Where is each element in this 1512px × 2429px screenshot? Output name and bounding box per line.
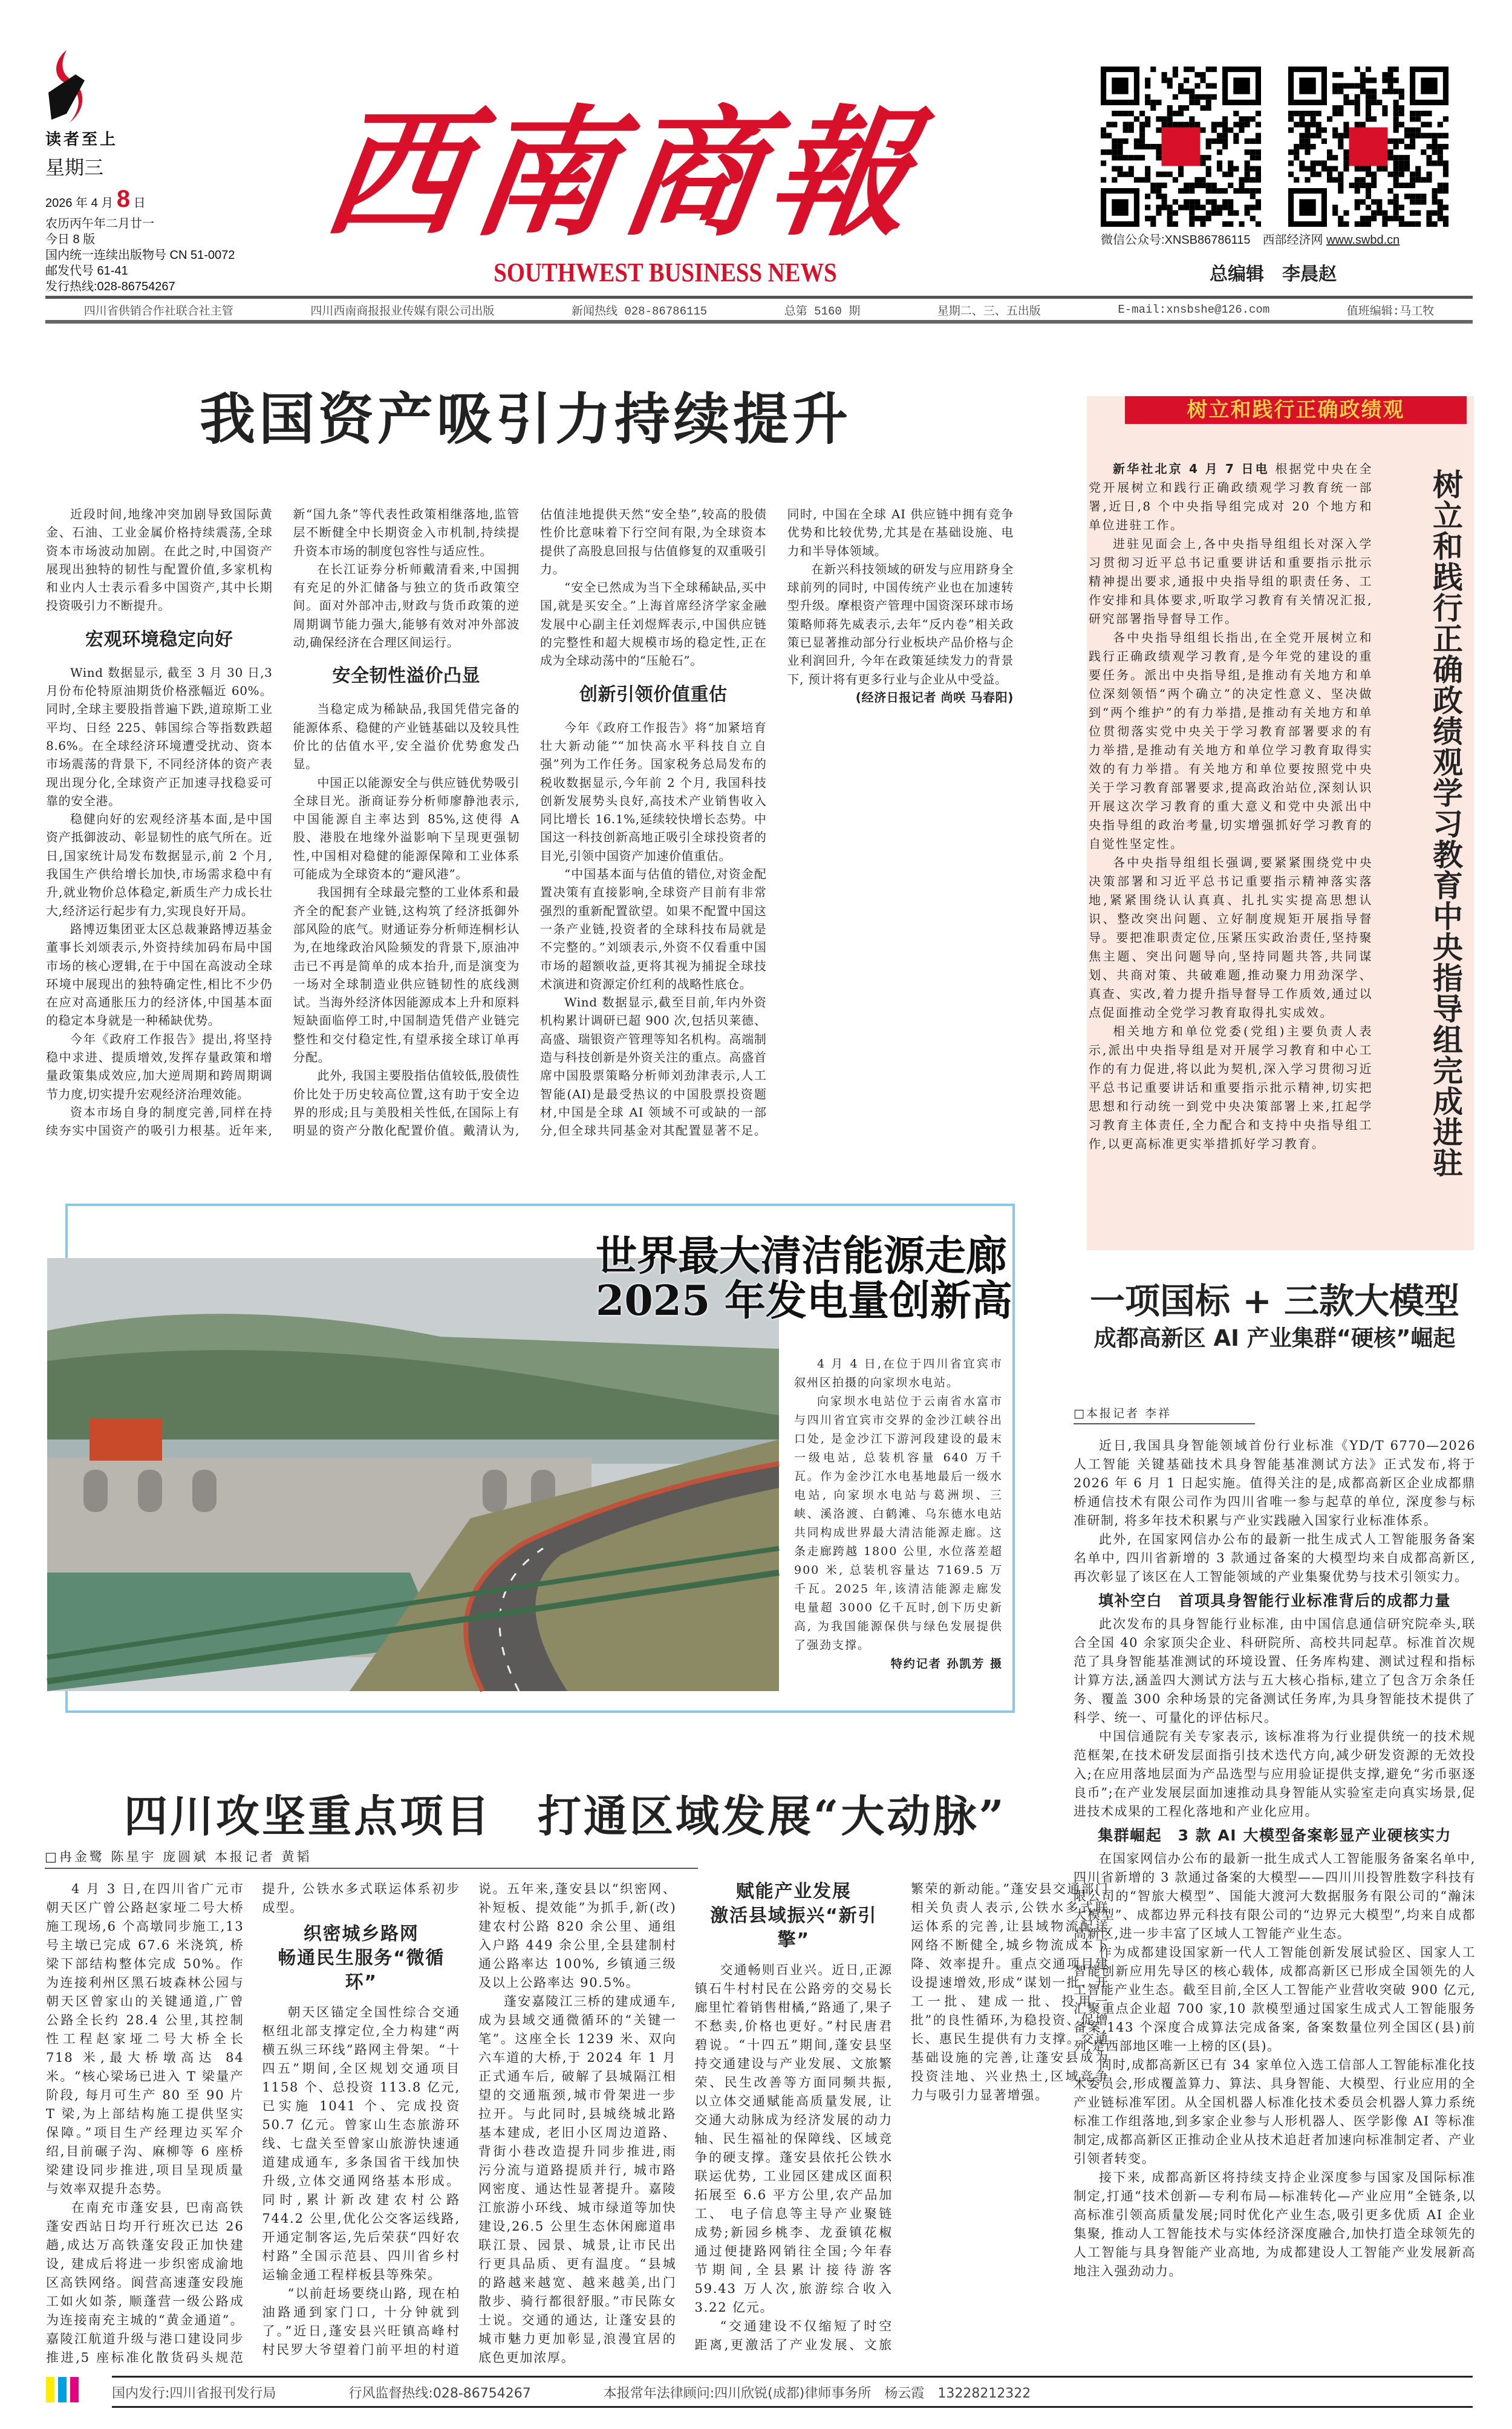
paragraph: 同时,成都高新区已有 34 家单位入选工信部人工智能标准化技术委员会,形成覆盖算力、算法、具身智能、大模型、行业应用的全产业链标准军团。从全国机器人标准化技术委员会机器人算力系统标准工作组落地,到多家企业参与人形机器人、医学影像 AI 等标准制定,成都高新区正推动企业从技术追赶者加速向标准制定者、产业引领者转变。 [1074,2058,1476,2166]
paragraph: 我国拥有全球最完整的工业体系和最齐全的配套产业链,这构筑了经济抵御外部风险的底气。财通证券分析师连桐杉认为,在地缘政治风险频发的背景下,原油冲击已不再是简单的成本抬升,而是演变为一场对全球制造业供应链韧性的底线测试。当海外经济体因能源成本上升和原料短缺面临停工时,中国制造凭借产业链完整性和交付稳定性,有望承接全球订单再分配。 [293,885,520,1065]
paragraph: 在新兴科技领域的研发与应用跻身全球前列的同时, 中国传统产业也在加速转型升级。摩根资产管理中国资深环球市场策略师蒋先威表示,去年“反内卷”相关政策已显著推动部分行业板块产品价格与企业利润回升, 今年在政策延续发力的背景下, 预计将有更多行业与企业从中受益。 [787,561,1014,686]
paragraph: Wind 数据显示, 截至 3 月 30 日,3 月份布伦特原油期货价格涨幅近 60%。同时,全球主要股指普遍下跌,道琼斯工业平均、日经 225、韩国综合等指数跌超 8.6%。在全球经济环境遭受扰动、资本市场震荡的背景下, 不同经济体的资产表现出现分化,全球资产正加速寻找稳妥可靠的安全港。 [46,665,273,808]
lead-article-body [46,505,1014,1146]
info-bar [45,300,1473,319]
wechat-id: 微信公众号:XNSB86786115 [1101,233,1251,247]
paragraph: 此外, 我国主要股指估值较低,股债性价比处于历史较高位置,这有助于安全边界的形成;且与美股相关性低,在国际上有明显的资产分散化配置价值。戴清认为,估值洼地提供天然“安全垫”,较高的股债性价比意味着下行空间有限,为全球资本提供了高股息回报与估值修复的双重吸引力。 [293,507,767,1138]
photo-credit: 特约记者 孙凯芳 摄 [890,1657,1003,1671]
paragraph [1089,460,1373,535]
article-source: (经济日报记者 尚咲 马春阳) [855,690,1014,705]
page-count: 今日 8 版 [45,233,96,246]
sidebar-headline: 树立和践行正确政绩观学习教育中央指导组完成进驻 [1428,469,1464,1178]
sidebar-article-body [1089,460,1373,1234]
subheading: 创新引领价值重估 [579,683,728,705]
paragraph: “中国基本面与估值的错位,对资金配置决策有直接影响,全球资产目前有非常强烈的重新配置欲望。如果不配置中国这一条产业链,投资者的全球科技布局就是不完整的。”刘颂表示,外资不仅看重中国市场的超额收益,更将其视为捕捉全球技术演进和资源定价红利的战略性底仓。 [540,867,767,991]
paragraph: 朝天区锚定全国性综合交通枢纽北部支撑定位,全力构建“两横五纵三环线”路网主骨架。“十四五”期间,全区规划交通项目 1158 个、总投资 113.8 亿元,已实施 1041 个、完成投资 50.7 亿元。曾家山生态旅游环线、七盘关至曾家山旅游快速通道建成通车, 多条国省干线加快升级,立体交通网络基本形成。同时,累计新改建农村公路 744.2 公里,优化公交客运线路,开通定制客运,先后荣获“四好农村路”全国示范县、四川省乡村运输金通工程样板县等殊荣。 [262,2005,460,2282]
sichuan-article-body [46,1880,1109,2370]
paragraph: 蓬安嘉陵江三桥的建成通车,成为县域交通微循环的“关键一笔”。这座全长 1239 米、双向六车道的大桥,于 2024 年 1 月正式通车后, 破解了县城隔江相望的交通瓶颈,城市骨架进一步拉开。与此同时,县城绕城北路基本建成, 老旧小区周边道路、背街小巷改造提升同步推进,雨污分流与道路提质并行, 城市路网密度、通达性显著提升。嘉陵江旅游小环线、城市绿道等加快建设,26.5 公里生态休闲廊道串联江景、园景、城景,让市民出行更具品质、更有温度。“县城的路越来越宽、越来越美,出门散步、骑行都很舒服。”市民陈女士说。交通的通达, 让蓬安县的城市魅力更加彰显,浪漫宜居的底色更加浓厚。 [478,1994,677,2365]
color-bar-cyan [58,2377,67,2402]
paragraph: 进驻见面会上,各中央指导组组长对深入学习贯彻习近平总书记重要讲话和重要指示批示精神提出要求,通报中央指导组的职责任务、工作安排和具体要求,听取学习教育有关情况汇报,研究部署指导督导工作。 [1089,536,1373,626]
sidebar-banner: 树立和践行正确政绩观 [1125,396,1467,424]
photo-caption [794,1355,1003,1674]
color-bar-magenta [70,2377,79,2402]
divider [112,2406,1473,2408]
qr-caption [1101,230,1400,247]
subheading: 宏观环境稳定向好 [85,628,233,650]
subheading: 织密城乡路网 畅通民生服务“微循环” [278,1923,445,1993]
paragraph: Wind 数据显示,截至目前,年内外资机构累计调研已超 900 次,包括贝莱德、高盛、瑞银资产管理等知名机构。高端制造与科技创新是外资关注的重点。高盛首席中国股票策略分析师刘劲津表示,人工智能(AI)是最受热议的中国股票投资题材,中国是全球 AI 领域不可或缺的一部分,但全球共同基金对其配置显著不足。同时, 中国在全球 AI 供应链中拥有竞争优势和比较优势,尤其是在基础设施、电力和半导体领域。 [540,507,1014,1138]
lead-text: 根据党中央在全党开展树立和践行正确政绩观学习教育统一部署,近日,8 个中央指导组完成对 20 个地方和单位进驻工作。 [1089,461,1374,532]
paragraph: 交通畅则百业兴。近日,正源镇石牛村村民在公路旁的交易长廊里忙着销售柑橘,“路通了,果子不愁卖,价格也更好。”村民唐君碧说。“十四五”期间,蓬安县坚持交通建设与产业发展、文旅繁荣、民生改善等方面同频共振,以立体交通赋能高质量发展, 让交通大动脉成为经济发展的动力轴、民生福祉的保障线、区域竞争的硬支撑。蓬安县依托公铁水联运优势, 工业园区建成区面积拓展至 6.6 平方公里,农产品加工、 电子信息等主导产业聚链成势;新园乡桃李、龙蚕镇花椒通过便捷路网销往全国;今年春节期间,全县累计接待游客 59.43 万人次,旅游综合收入 3.22 亿元。 [694,1963,893,2315]
paragraph: 今年《政府工作报告》提出,将坚持稳中求进、提质增效,发挥存量政策和增量政策集成效应,加大逆周期和跨周期调节力度,切实提升宏观经济治理效能。 [46,1031,273,1101]
ai-article-body [1074,1436,1476,2362]
paragraph: 资本市场自身的制度完善,同样在持续夯实中国资产的吸引力根基。近年来,新“国九条”等代表性政策相继落地,监管层不断健全中长期资金入市机制,持续提升资本市场的制度包容性与适应性。 [46,507,520,1138]
paragraph: “以前赶场要绕山路, 现在柏油路通到家门口, 十分钟就到了。”近日,蓬安县兴旺镇高峰村村民罗大爷望着门前平坦的村道说。五年来,蓬安县以“织密网、补短板、提效能”为抓手,新(改)建农村公路 820 余公里、通组入户路 449 余公里,全县建制村通公路率达 100%, 乡镇通三级及以上公路率达 90.5%。 [262,1882,677,2357]
paragraph: 各中央指导组组长指出,在全党开展树立和践行正确政绩观学习教育,是今年党的建设的重要任务。派出中央指导组,是推动有关地方和单位深刻领悟“两个确立”的决定性意义、坚决做到“两个维护”的有力举措,是推动有关地方和单位贯彻落实党中央关于学习教育部署要求的有力举措,是推动有关地方和单位学习教育取得实效的有力举措。有关地方和单位要按照党中央关于学习教育部署要求,提高政治站位,深刻认识开展这次学习教育的重大意义和党中央派出中央指导组的政治考量,切实增强抓好学习教育的自觉性坚定性。 [1089,630,1373,851]
subheading: 安全韧性溢价凸显 [332,665,481,687]
footer-distribution: 国内发行:四川省报刊发行局 [112,2385,276,2401]
newspaper-logo [42,47,97,126]
lead-headline: 我国资产吸引力持续提升 [200,387,852,452]
footer-legal-counsel: 本报常年法律顾问:四川欣锐(成都)律师事务所 杨云霞 13228212322 [603,2385,1031,2401]
site-link[interactable]: www.swbd.cn [1326,233,1400,247]
info-publisher: 四川西南商报报业传媒有限公司出版 [310,304,495,318]
paragraph: 在国家网信办公布的最新一批生成式人工智能服务备案名单中, 四川省新增的 3 款通过备案的大模型——四川川投智胜数字科技有限公司的“智旅大模型”、国能大渡河大数据服务有限公司的“瀚沫大模型”、成都边界元科技有限公司的“边界元大模型”,均来自成都高新区,进一步丰富了区域人工智能产业生态。 [1074,1851,1476,1941]
ai-headline: 一项国标 + 三款大模型 [1090,1280,1459,1322]
paragraph: 各中央指导组组长强调,要紧紧围绕党中央决策部署和习近平总书记重要指示精神落实落地,紧紧围绕认认真真、扎扎实实提高思想认识、整改突出问题、立好制度规矩开展指导督导。要把准职责定位,压紧压实政治责任,坚持聚焦主题、突出问题导向,坚持同题共答,共同谋划、共商对策、共破难题,推动聚力用劲深学、真查、实改,着力提升指导督导工作质效,通过以点促面推动全党学习教育取得扎实成效。 [1089,855,1373,1020]
subheading: 赋能产业发展 激活县域振兴“新引擎” [710,1881,878,1951]
divider [45,320,1473,324]
sichuan-byline: □冉金鹭 陈星宇 庞圆斌 本报记者 黄韬 [45,1848,698,1869]
paragraph: “安全已然成为当下全球稀缺品,买中国,就是买安全。”上海首席经济学家金融发展中心副主任刘煜辉表示,中国供应链的完整性和超大规模市场的稳定性,正在成为全球动荡中的“压舱石”。 [540,580,767,668]
paragraph: 今年《政府工作报告》将“加紧培育壮大新动能”“加快高水平科技自立自强”列为工作任务。国家税务总局发布的税收数据显示,今年前 2 个月, 我国科技创新发展势头良好,高技术产业销售收入同比增长 16.1%,延续较快增长态势。中国这一科技创新高地正吸引全球投资者的目光,引领中国资产加速价值重估。 [540,720,767,863]
date-day: 8 [116,186,131,212]
info-issue-number: 总第 5160 期 [784,304,861,318]
weekday: 星期三 [45,157,104,178]
ai-byline: □本报记者 李祥 [1074,1404,1255,1424]
distribution-hotline: 发行热线:028-86754267 [45,280,175,293]
subheading: 填补空白 首项具身智能行业标准背后的成都力量 [1098,1592,1451,1609]
website-qr-code[interactable] [1288,67,1448,227]
info-duty-editor: 值班编辑:马工牧 [1346,304,1435,318]
site-label: 西部经济网 [1262,233,1323,247]
paragraph: 此次发布的具身智能行业标准, 由中国信息通信研究院牵头,联合全国 40 余家顶尖企业、科研院所、高校共同起草。标准首次规范了具身智能基准测试的环境设置、任务库构建、测试过程和指标计算方法,涵盖四大测试方法与五大核心指标,建立了包含万余条任务、覆盖 300 余种场景的完备测试任务库,为具身智能技术提供了科学、统一、可量化的评估标尺。 [1074,1617,1476,1725]
paragraph: 向家坝水电站位于云南省水富市与四川省宜宾市交界的金沙江峡谷出口处, 是金沙江下游河段建设的最末一级电站, 总装机容量 640 万千瓦。作为金沙江水电基地最后一级水电站, 向家坝水电站与葛洲坝、三峡、溪洛渡、白鹤滩、乌东德水电站共同构成世界最大清洁能源走廊。这条走廊跨越 1800 公里, 水位落差超 900 米, 总装机容量达 7169.5 万千瓦。2025 年,该清洁能源走廊发电量超 3000 亿千瓦时,创下历史新高, 为我国能源保供与绿色发展提供了强劲支撑。 [794,1395,1003,1652]
paragraph: 近日,我国具身智能领域首份行业标准《YD/T 6770—2026 人工智能 关键基础技术具身智能基准测试方法》正式发布,将于 2026 年 6 月 1 日起实施。值得关注的是,成都高新区企业成都鼎桥通信技术有限公司作为四川省唯一参与起草的单位, 深度参与标准研制, 将多年技术积累与产业实践融入国家行业标准体系。 [1074,1438,1476,1528]
paragraph: 接下来, 成都高新区将持续支持企业深度参与国家及国际标准制定,打通“技术创新—专利布局—标准转化—产业应用”全链条,以高标准引领高质量发展;同时优化产业生态,吸引更多优质 AI 企业集聚, 推动人工智能技术与实体经济深度融合,加快打造全球领先的人工智能与具身智能产业高地, 为成都建设人工智能产业发展新高地注入强劲动力。 [1074,2170,1476,2278]
slogan: 读者至上 [45,130,119,148]
paragraph: 此外, 在国家网信办公布的最新一批生成式人工智能服务备案名单中, 四川省新增的 3 款通过备案的大模型均来自成都高新区, 再次彰显了该区在人工智能领域的产业集聚优势与技术引领实力。 [1074,1532,1476,1584]
ai-subheadline: 成都高新区 AI 产业集群“硬核”崛起 [1093,1325,1456,1351]
photo-story-headline [596,1232,1012,1325]
date-prefix: 2026 年 4 月 [45,197,114,210]
footer-supervision-hotline: 行风监督热线:028-86754267 [348,2385,531,2401]
headline-line-2: 2025 年发电量创新高 [596,1277,1012,1325]
info-sponsor: 四川省供销合作社联合社主管 [83,304,233,318]
masthead: 西南商報 [315,92,931,255]
chief-editor: 总编辑 李晨赵 [1210,264,1337,285]
divider [45,296,1473,299]
paragraph: 中国正以能源安全与供应链优势吸引全球目光。浙商证券分析师廖静池表示, 中国能源自主率达到 85%,这使得 A 股、港股在地缘外溢影响下呈现更强韧性,中国相对稳健的能源保障和工业体系可能成为全球资本的“避风港”。 [293,775,520,882]
paragraph: 中国信通院有关专家表示, 该标准将为行业提供统一的技术规范框架,在技术研发层面指引技术迭代方向,减少研发资源的无效投入;在应用落地层面为产品选型与应用验证提供支撑,避免“劣币驱逐良币”;在产业发展层面加速推动具身智能从实验室走向真实场景,促进技术成果的工程化落地和产业化应用。 [1074,1729,1476,1819]
info-news-hotline: 新闻热线 028-86786115 [571,304,708,318]
masthead-english: SOUTHWEST BUSINESS NEWS [494,258,837,287]
paragraph: 作为成都建设国家新一代人工智能创新发展试验区、国家人工智能创新应用先导区的核心载体, 成都高新区已形成全国领先的人工智能产业生态。截至目前,全区人工智能产业营收突破 900 亿元,汇聚重点企业超 700 家,10 款模型通过国家生成式人工智能服务备案,143 个深度合成算法完成备案, 备案数量位列全国区(县)前列,是西部地区唯一上榜的区(县)。 [1074,1945,1476,2053]
subheading: 集群崛起 3 款 AI 大模型备案彰显产业硬核实力 [1098,1827,1452,1844]
paragraph: 当稳定成为稀缺品,我国凭借完备的能源体系、稳健的产业链基础以及较具性价比的估值水平,安全溢价优势愈发凸显。 [293,702,520,772]
headline-line-1: 世界最大清洁能源走廊 [596,1232,1008,1280]
paragraph: 相关地方和单位党委(党组)主要负责人表示,派出中央指导组是对开展学习教育和中心工作的有力促进,将以此为契机,深入学习贯彻习近平总书记重要讲话和重要指示批示精神,切实把思想和行动统一到党中央决策部署上来,扛起学习教育主体责任,全力配合和支持中央指导组工作,以更高标准更实举措抓好学习教育。 [1089,1024,1373,1151]
issn: 国内统一连续出版物号 CN 51-0072 [45,249,235,262]
lunar-date: 农历丙午年二月廿一 [45,217,154,230]
postal-code: 邮发代号 61-41 [45,264,128,278]
info-schedule: 星期二、三、五出版 [937,304,1041,318]
dateline: 新华社北京 4 月 7 日电 [1113,461,1269,476]
paragraph: 在长江证券分析师戴清看来,中国拥有充足的外汇储备与独立的货币政策空间。面对外部冲击,财政与货币政策的逆周期调节能力强大,能够有效对冲外部波动,确保经济在合理区间运行。 [293,561,520,650]
paragraph: 4 月 4 日,在位于四川省宜宾市叙州区拍摄的向家坝水电站。 [794,1357,1003,1389]
issue-date [45,185,146,217]
paragraph: 4 月 3 日,在四川省广元市朝天区广曾公路赵家垭二号大桥施工现场,6 个高墩同步施工,13 号主墩已完成 67.6 米浇筑, 桥梁下部结构整体完成 50%。作为连接利州区黑石坡森林公园与朝天区曾家山的关键通道,广曾公路全长约 28.4 公里,其控制性工程赵家垭二号大桥全长 718 米,最大桥墩高达 84 米。“核心梁场已进入 T 梁量产阶段, 每月可生产 80 至 90 片 T 梁,为上部结构施工提供坚实保障。”项目生产经理边买军介绍,目前碾子沟、麻柳等 6 座桥梁建设同步推进,项目呈现质量与效率双提升态势。 [46,1882,244,2196]
paragraph: 在南充市蓬安县, 巴南高铁蓬安西站日均开行班次已达 26 趟,成达万高铁蓬安段正加快建设, 建成后将进一步织密成渝地区高铁网络。阆营高速蓬安段施工如火如荼, 顺蓬营一级公路成为连接南充主城的“黄金通道”。嘉陵江航道升级与港口建设同步推进,5 座标准化散货码头规范提升, 公铁水多式联运体系初步成型。 [46,1882,460,2365]
paragraph: 稳健向好的宏观经济基本面,是中国资产抵御波动、彰显韧性的底气所在。近日,国家统计局发布数据显示,前 2 个月,我国生产供给增长加快,市场需求稳中有升,就业物价总体稳定,新质生产力成长壮大,经济运行起步有力,实现良好开局。 [46,812,273,918]
date-suffix: 日 [133,197,146,210]
paragraph: 路博迈集团亚太区总裁兼路博迈基金董事长刘颂表示,外资持续加码布局中国市场的核心逻辑,在于中国在高波动全球环境中展现出的独特确定性,相比不少仍在应对高通胀压力的经济体,中国基本面的稳定本身就是一种稀缺优势。 [46,921,273,1028]
sichuan-headline: 四川攻坚重点项目 打通区域发展“大动脉” [124,1790,1006,1842]
paragraph: 近段时间,地缘冲突加剧导致国际黄金、石油、工业金属价格持续震荡,全球资本市场波动加剧。在此之时,中国资产展现出独特的韧性与配置价值,多家机构和业内人士表示看多中国资产,其中长期投资吸引力不断提升。 [46,507,273,613]
color-bar-yellow [46,2377,54,2402]
info-email[interactable]: E-mail:xnsbshe@126.com [1118,303,1270,316]
paragraph: “交通建设不仅缩短了时空距离,更激活了产业发展、文旅繁荣的新动能。”蓬安县交通部门相关负责人表示,公铁水多式联运体系的完善,让县域物流配送网络不断健全,城乡物流成本下降、效率提升。重点交通项目建设提速增效,形成“谋划一批、开工一批、建成一批、投用一批”的良性循环,为稳投资、促增长、惠民生提供有力支撑。交通基础设施的完善,让蓬安县成为投资洼地、兴业热土,区域竞争力与吸引力显著增强。 [694,1882,1109,2352]
divider [112,2376,1473,2378]
footer [112,2379,1473,2405]
wechat-qr-code[interactable] [1101,67,1261,227]
